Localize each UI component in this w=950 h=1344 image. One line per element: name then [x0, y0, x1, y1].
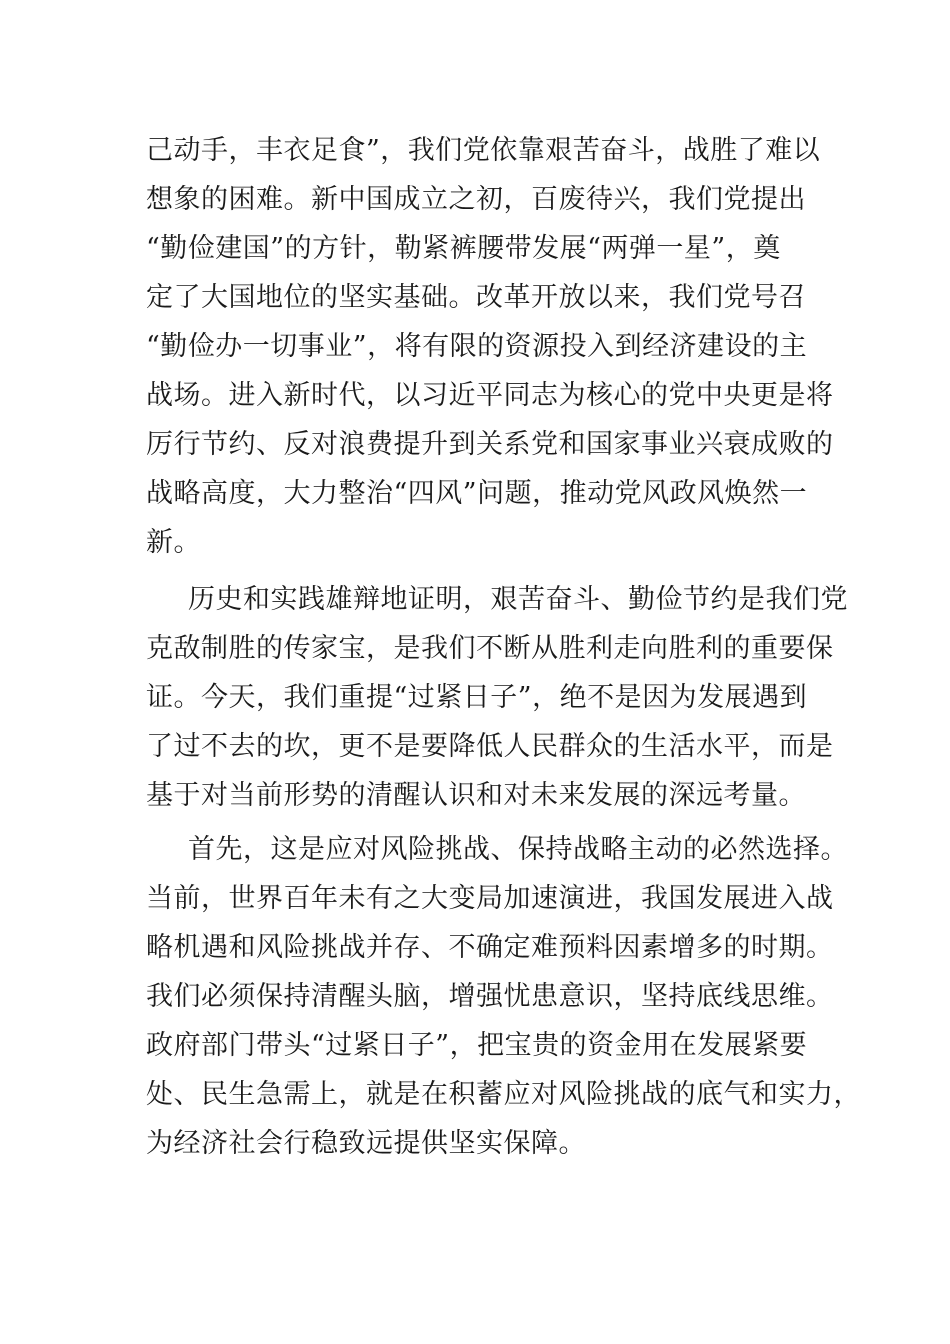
text-line: 战略高度，大力整治“四风”问题，推动党风政风焕然一 [146, 478, 808, 509]
text-line: 己动手，丰衣足食”，我们党依靠艰苦奋斗，战胜了难以 [146, 135, 821, 166]
text-line: 厉行节约、反对浪费提升到关系党和国家事业兴衰成败的 [146, 429, 834, 460]
text-line: 克敌制胜的传家宝，是我们不断从胜利走向胜利的重要保 [146, 633, 834, 664]
paragraph-first-line: 历史和实践雄辩地证明，艰苦奋斗、勤俭节约是我们党 [188, 584, 848, 615]
text-line: 处、民生急需上，就是在积蓄应对风险挑战的底气和实力， [146, 1079, 861, 1110]
text-line: 证。今天，我们重提“过紧日子”，绝不是因为发展遇到 [146, 682, 808, 713]
text-line: “勤俭办一切事业”，将有限的资源投入到经济建设的主 [146, 331, 808, 362]
text-line: 定了大国地位的坚实基础。改革开放以来，我们党号召 [146, 282, 806, 313]
paragraph-first-line: 首先，这是应对风险挑战、保持战略主动的必然选择。 [188, 834, 848, 865]
text-line: 基于对当前形势的清醒认识和对未来发展的深远考量。 [146, 780, 806, 811]
text-line: “勤俭建国”的方针，勒紧裤腰带发展“两弹一星”，奠 [146, 233, 781, 264]
text-line: 略机遇和风险挑战并存、不确定难预料因素增多的时期。 [146, 932, 834, 963]
text-line: 政府部门带头“过紧日子”，把宝贵的资金用在发展紧要 [146, 1030, 808, 1061]
text-line: 为经济社会行稳致远提供坚实保障。 [146, 1128, 586, 1159]
text-line: 了过不去的坎，更不是要降低人民群众的生活水平，而是 [146, 731, 834, 762]
text-line: 当前，世界百年未有之大变局加速演进，我国发展进入战 [146, 883, 834, 914]
text-line: 我们必须保持清醒头脑，增强忧患意识，坚持底线思维。 [146, 981, 834, 1012]
text-line: 战场。进入新时代，以习近平同志为核心的党中央更是将 [146, 380, 834, 411]
text-line: 新。 [146, 527, 201, 558]
text-line: 想象的困难。新中国成立之初，百废待兴，我们党提出 [146, 184, 806, 215]
